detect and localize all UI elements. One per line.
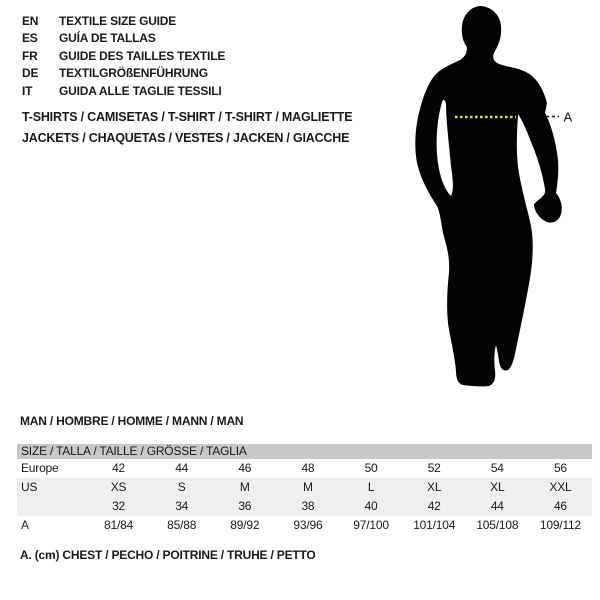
row-label: US xyxy=(21,480,38,494)
language-label: GUÍA DE TALLAS xyxy=(59,31,156,46)
table-cell: 42 xyxy=(112,461,126,475)
table-cell: 81/84 xyxy=(104,518,134,532)
table-cell: 34 xyxy=(175,499,189,513)
table-cell: L xyxy=(367,480,375,494)
language-row-en xyxy=(22,13,225,30)
table-cell: 97/100 xyxy=(353,518,389,532)
table-cell: M xyxy=(303,480,313,494)
language-label: TEXTILE SIZE GUIDE xyxy=(59,14,177,28)
table-cell: XXL xyxy=(549,480,572,494)
size-table-header: SIZE / TALLA / TAILLE / GRÖSSE / TAGLIA xyxy=(17,444,592,459)
language-row-fr xyxy=(22,48,225,65)
language-code: DE xyxy=(22,66,39,81)
table-cell: 44 xyxy=(490,499,504,513)
table-row-chest-a xyxy=(17,516,592,535)
man-silhouette-figure xyxy=(405,0,600,400)
language-row-de xyxy=(22,65,225,82)
language-label: GUIDA ALLE TAGLIE TESSILI xyxy=(59,83,222,98)
category-tshirts: T-SHIRTS / CAMISETAS / T-SHIRT / T-SHIRT / MAGLIETTE xyxy=(22,110,353,124)
table-cell: 32 xyxy=(112,499,126,513)
table-cell: 48 xyxy=(301,461,315,475)
table-cell: 46 xyxy=(553,499,567,513)
table-cell: XL xyxy=(427,480,442,494)
language-row-it xyxy=(22,83,225,100)
table-cell: 109/112 xyxy=(539,518,581,532)
table-cell: 38 xyxy=(301,499,315,513)
table-cell: S xyxy=(177,480,186,494)
size-table xyxy=(17,444,592,535)
language-label: TEXTILGRÖßENFÜHRUNG xyxy=(59,66,208,81)
language-title-list xyxy=(22,13,225,100)
measure-label-a: A xyxy=(563,109,573,125)
man-silhouette xyxy=(415,6,561,386)
table-cell: 93/96 xyxy=(293,518,323,532)
table-cell: 101/104 xyxy=(413,518,456,532)
row-label: A xyxy=(21,518,29,532)
measurement-footnote: A. (cm) CHEST / PECHO / POITRINE / TRUHE / PETTO xyxy=(20,548,316,562)
language-code: EN xyxy=(22,14,39,28)
table-cell: 46 xyxy=(238,461,252,475)
category-jackets: JACKETS / CHAQUETAS / VESTES / JACKEN / GIACCHE xyxy=(22,130,350,145)
language-row-es xyxy=(22,30,225,47)
table-cell: 36 xyxy=(238,499,252,513)
table-cell: 40 xyxy=(364,499,378,513)
section-title-man: MAN / HOMBRE / HOMME / MANN / MAN xyxy=(20,414,244,428)
language-label: GUIDE DES TAILLES TEXTILE xyxy=(59,48,226,63)
language-code: IT xyxy=(22,83,33,98)
table-cell: M xyxy=(239,480,250,494)
table-cell: XL xyxy=(490,480,505,494)
table-cell: 44 xyxy=(175,461,189,475)
language-code: FR xyxy=(22,48,38,63)
table-cell: 42 xyxy=(427,499,441,513)
table-cell: 56 xyxy=(553,461,567,475)
table-row-europe xyxy=(17,459,592,478)
table-cell: 85/88 xyxy=(167,518,197,532)
row-label: Europe xyxy=(21,461,59,475)
table-row-us-letters xyxy=(17,478,592,497)
language-code: ES xyxy=(22,31,38,46)
table-cell: 89/92 xyxy=(230,518,260,532)
category-list xyxy=(22,107,352,148)
row-label xyxy=(17,497,87,516)
table-cell: 54 xyxy=(490,461,504,475)
table-cell: 105/108 xyxy=(476,518,519,532)
table-cell: XS xyxy=(110,480,127,494)
table-row-us-numbers xyxy=(17,497,592,516)
table-cell: 52 xyxy=(427,461,441,475)
table-cell: 50 xyxy=(364,461,378,475)
